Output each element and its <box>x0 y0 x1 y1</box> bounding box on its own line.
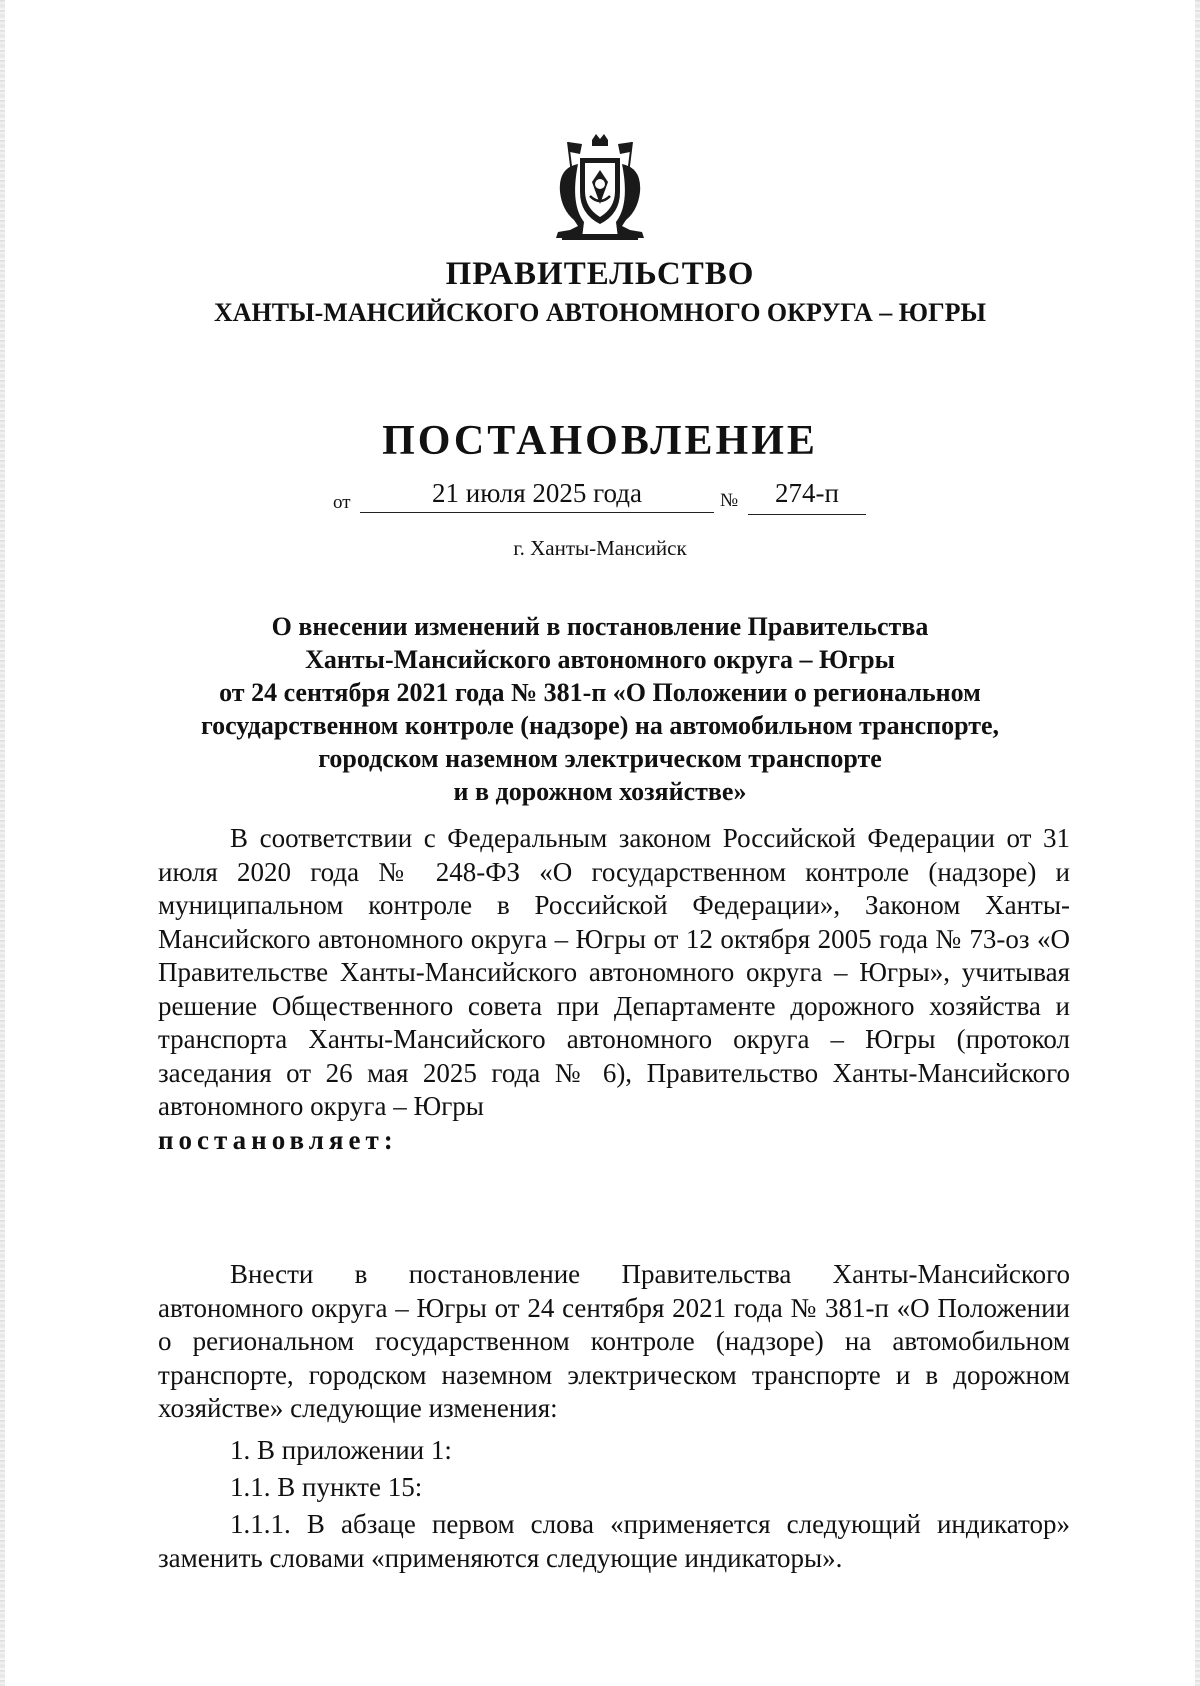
coat-of-arms-icon <box>548 134 652 242</box>
from-label: от <box>333 492 351 513</box>
scan-edge-left <box>0 0 5 1686</box>
preamble-text: В соответствии с Федеральным законом Российской Федерации от 31 июля 2020 года № 248-ФЗ «О государственном контроле (надзоре) и муниципальном контроле в Российской Федерации», Законом Ханты-Мансийского автономного округа – Югры от 12 октября 2005 года № 73-оз «О Правительстве Ханты-Мансийского автономного округа – Югры», учитывая решение Общественного совета при Департаменте дорожного хозяйства и транспорта Ханты-Мансийского автономного округа – Югры (протокол заседания от 26 мая 2025 года № 6), Правительство Ханты-Мансийского автономного округа – Югры <box>158 823 1070 1121</box>
number-label: № <box>720 490 739 511</box>
preamble-paragraph <box>158 822 1070 1157</box>
list-item: 1.1. В пункте 15: <box>230 1472 423 1502</box>
date-number-row <box>0 478 1200 518</box>
resolves-word: постановляет: <box>158 1124 398 1155</box>
heading-line: и в дорожном хозяйстве» <box>453 777 747 806</box>
heading-line: городском наземном электрическом транспорте <box>318 744 882 773</box>
document-heading <box>0 610 1200 808</box>
heading-line: от 24 сентября 2021 года № 381-п «О Положении о региональном <box>219 678 981 707</box>
heading-line: О внесении изменений в постановление Правительства <box>271 612 929 641</box>
list-item: 1. В приложении 1: <box>230 1435 452 1465</box>
document-number: 274-п <box>748 478 866 515</box>
document-type: ПОСТАНОВЛЕНИЕ <box>382 418 818 464</box>
scan-edge-right <box>1195 0 1200 1686</box>
government-title: ПРАВИТЕЛЬСТВО <box>445 256 755 292</box>
document-date: 21 июля 2025 года <box>360 478 714 513</box>
list-item: 1.1.1. В абзаце первом слова «применяется следующий индикатор» заменить словами «применяются следующие индикаторы». <box>158 1509 1070 1573</box>
intro-paragraph: Внести в постановление Правительства Ханты-Мансийского автономного округа – Югры от 24 сентября 2021 года № 381-п «О Положении о региональном государственном контроле (надзоре) на автомобильном транспорте, городском наземном электрическом транспорте и в дорожном хозяйстве» следующие изменения: <box>158 1259 1070 1423</box>
city: г. Ханты-Мансийск <box>513 536 687 560</box>
region-title: ХАНТЫ-МАНСИЙСКОГО АВТОНОМНОГО ОКРУГА – ЮГРЫ <box>213 298 987 327</box>
heading-line: государственном контроле (надзоре) на автомобильном транспорте, <box>200 711 1000 740</box>
heading-line: Ханты-Мансийского автономного округа – Югры <box>305 645 895 674</box>
